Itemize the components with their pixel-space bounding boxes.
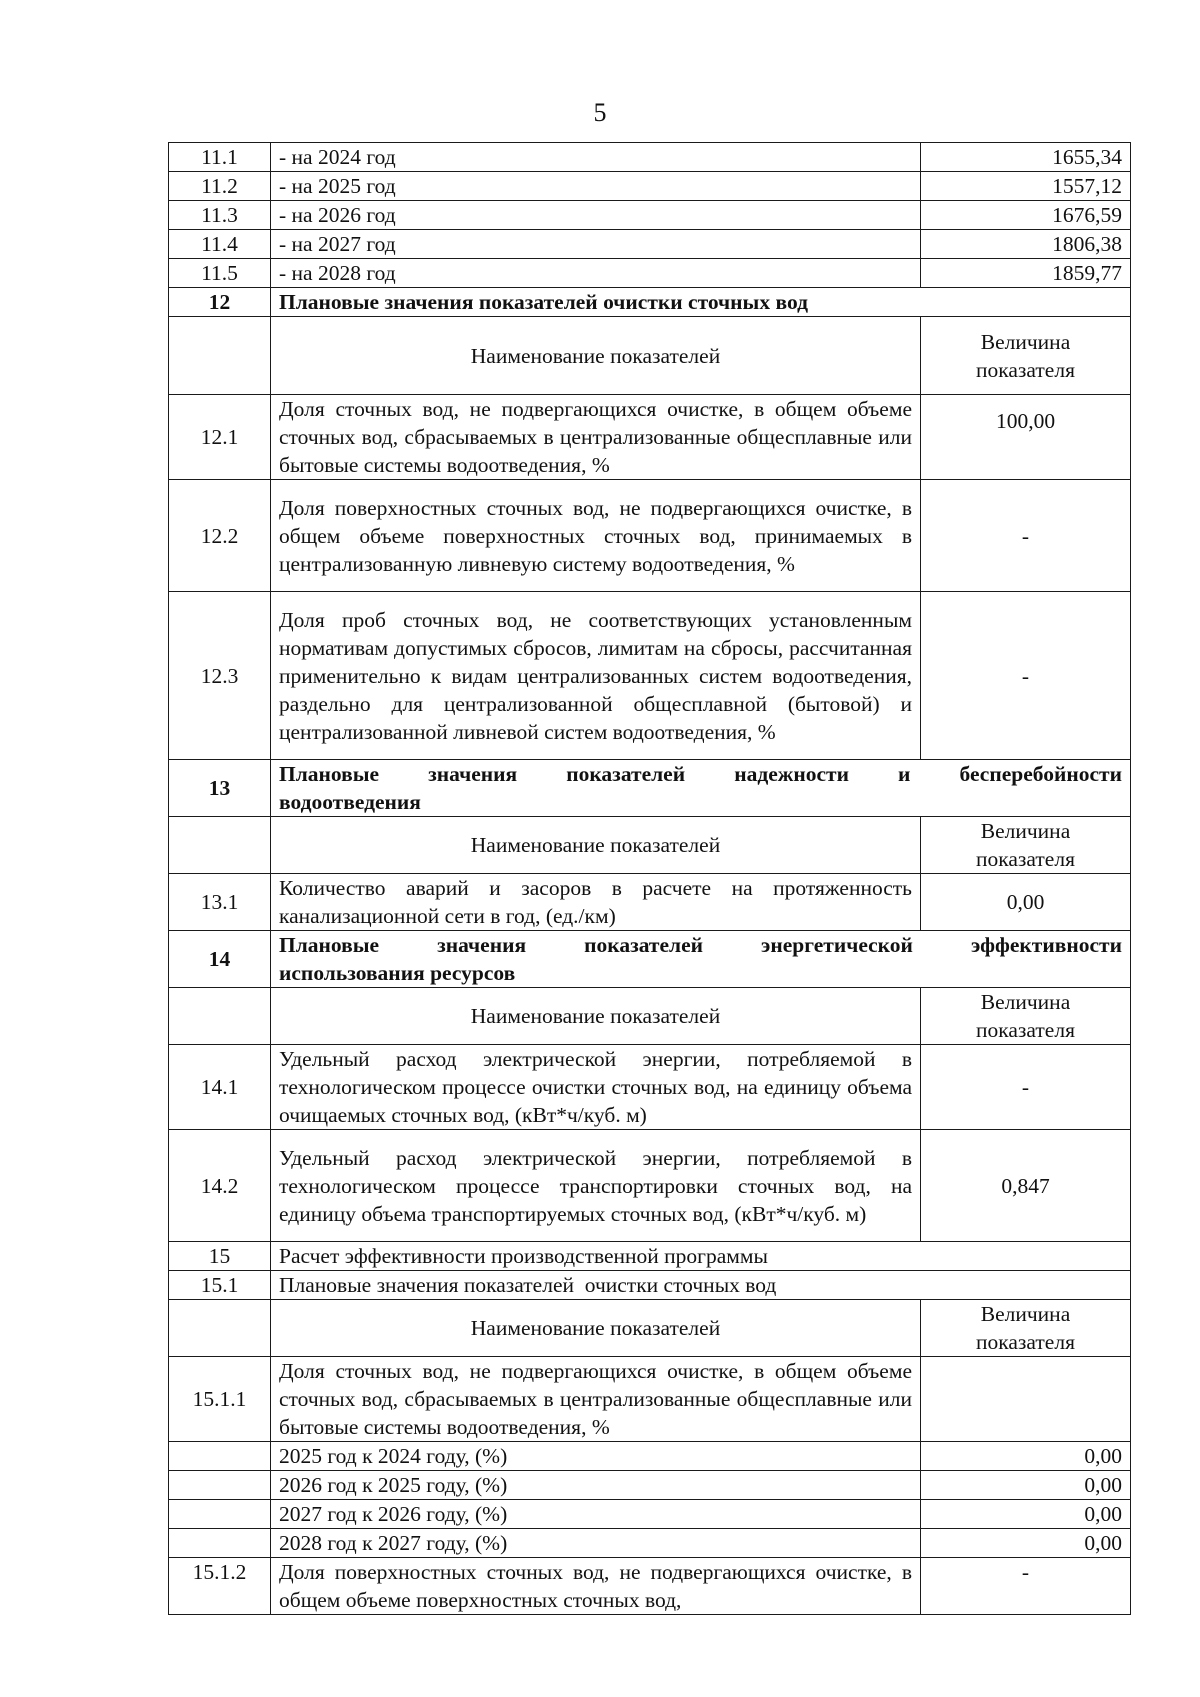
- section-title-line2: водоотведения: [279, 790, 421, 814]
- row-text: Доля сточных вод, не подвергающихся очистке, в общем объеме сточных вод, сбрасываемых в централизованные общесплавные или бытовые системы водоотведения, %: [271, 395, 921, 480]
- row-number: 11.4: [169, 230, 271, 259]
- row-text: Доля проб сточных вод, не соответствующих установленным нормативам допустимых сбросов, лимитам на сбросы, рассчитанная применительно к видам централизованных систем водоотведения, раздельно для централизованной общесплавной (бытовой) и централизованной ливневой систем водоотведения, %: [271, 592, 921, 760]
- empty-cell: [169, 1471, 271, 1500]
- column-header-value-line1: Величина: [980, 1302, 1071, 1326]
- row-value: 0,00: [921, 1442, 1131, 1471]
- row-text: Доля сточных вод, не подвергающихся очистке, в общем объеме сточных вод, сбрасываемых в централизованные общесплавные или бытовые системы водоотведения, %: [271, 1357, 921, 1442]
- table-row: [169, 480, 1131, 592]
- column-header-name: Наименование показателей: [271, 817, 921, 874]
- section-number: 12: [169, 288, 271, 317]
- section-title: Расчет эффективности производственной программы: [271, 1242, 1131, 1271]
- section-title: Плановые значения показателей очистки сточных вод: [271, 288, 1131, 317]
- table-row: [169, 874, 1131, 931]
- table-row: [169, 172, 1131, 201]
- row-value: 1806,38: [921, 230, 1131, 259]
- column-header-value-line2: показателя: [976, 847, 1075, 871]
- row-value: -: [921, 1558, 1131, 1615]
- row-text: Доля поверхностных сточных вод, не подвергающихся очистке, в общем объеме поверхностных сточных вод, принимаемых в централизованную ливневую систему водоотведения, %: [271, 480, 921, 592]
- section-number: 14: [169, 931, 271, 988]
- row-value: -: [921, 480, 1131, 592]
- column-header-value: [921, 317, 1131, 395]
- row-number: 14.1: [169, 1045, 271, 1130]
- column-header-value-line2: показателя: [976, 357, 1075, 382]
- empty-cell: [169, 1442, 271, 1471]
- row-number: 12.2: [169, 480, 271, 592]
- row-text: Количество аварий и засоров в расчете на протяженность канализационной сети в год, (ед./км): [271, 874, 921, 931]
- section-number: 15: [169, 1242, 271, 1271]
- column-header-name: Наименование показателей: [271, 1300, 921, 1357]
- empty-cell: [169, 1500, 271, 1529]
- table-row: [169, 143, 1131, 172]
- row-label: - на 2026 год: [271, 201, 921, 230]
- subsection-number: 15.1: [169, 1271, 271, 1300]
- table-row: [169, 1471, 1131, 1500]
- table-row: [169, 1558, 1131, 1615]
- row-value: 1859,77: [921, 259, 1131, 288]
- row-value: 100,00: [921, 395, 1131, 480]
- row-value: 1676,59: [921, 201, 1131, 230]
- row-value: 0,847: [921, 1130, 1131, 1242]
- subsection-header-row: [169, 1271, 1131, 1300]
- row-value: [921, 1357, 1131, 1442]
- section-header-row: [169, 1242, 1131, 1271]
- column-header-row: [169, 317, 1131, 395]
- row-number: 11.1: [169, 143, 271, 172]
- row-value: 0,00: [921, 874, 1131, 931]
- row-label: 2026 год к 2025 году, (%): [271, 1471, 921, 1500]
- row-number: 11.3: [169, 201, 271, 230]
- section-title: [271, 931, 1131, 988]
- column-header-value-line1: Величина: [980, 819, 1071, 843]
- table-row: [169, 259, 1131, 288]
- row-label: - на 2027 год: [271, 230, 921, 259]
- section-header-row: [169, 288, 1131, 317]
- row-text: Удельный расход электрической энергии, потребляемой в технологическом процессе очистки сточных вод, на единицу объема очищаемых сточных вод, (кВт*ч/куб. м): [271, 1045, 921, 1130]
- row-number: 12.1: [169, 395, 271, 480]
- table-row: [169, 201, 1131, 230]
- column-header-value: [921, 817, 1131, 874]
- row-number: 12.3: [169, 592, 271, 760]
- row-number: 11.5: [169, 259, 271, 288]
- section-title-line1: Плановые значения показателей энергетической эффективности: [279, 933, 1122, 957]
- row-text: Доля поверхностных сточных вод, не подвергающихся очистке, в общем объеме поверхностных сточных вод,: [271, 1558, 921, 1615]
- table-row: [169, 1500, 1131, 1529]
- table-row: [169, 1529, 1131, 1558]
- row-number: 11.2: [169, 172, 271, 201]
- column-header-value-line2: показателя: [976, 1330, 1075, 1354]
- table-row: [169, 230, 1131, 259]
- empty-cell: [169, 817, 271, 874]
- section-title: [271, 760, 1131, 817]
- row-value: 1557,12: [921, 172, 1131, 201]
- table-row: [169, 1357, 1131, 1442]
- row-label: 2028 год к 2027 году, (%): [271, 1529, 921, 1558]
- row-number: 13.1: [169, 874, 271, 931]
- row-label: 2027 год к 2026 году, (%): [271, 1500, 921, 1529]
- column-header-row: [169, 1300, 1131, 1357]
- column-header-name: Наименование показателей: [271, 988, 921, 1045]
- row-number: 15.1.1: [169, 1357, 271, 1442]
- row-label: - на 2025 год: [271, 172, 921, 201]
- row-value: 0,00: [921, 1471, 1131, 1500]
- section-header-row: [169, 760, 1131, 817]
- section-number: 13: [169, 760, 271, 817]
- row-label: - на 2024 год: [271, 143, 921, 172]
- column-header-value: [921, 1300, 1131, 1357]
- section-header-row: [169, 931, 1131, 988]
- page-number: 5: [593, 98, 607, 127]
- row-label: - на 2028 год: [271, 259, 921, 288]
- row-value: -: [921, 1045, 1131, 1130]
- column-header-value: [921, 988, 1131, 1045]
- row-text: Удельный расход электрической энергии, потребляемой в технологическом процессе транспортировки сточных вод, на единицу объема транспортируемых сточных вод, (кВт*ч/куб. м): [271, 1130, 921, 1242]
- table-row: [169, 1045, 1131, 1130]
- row-value: -: [921, 592, 1131, 760]
- section-title-line1: Плановые значения показателей надежности и бесперебойности: [279, 762, 1122, 786]
- table-row: [169, 592, 1131, 760]
- empty-cell: [169, 988, 271, 1045]
- empty-cell: [169, 317, 271, 395]
- row-value: 1655,34: [921, 143, 1131, 172]
- indicators-table: [168, 142, 1131, 1615]
- row-number: 15.1.2: [169, 1558, 271, 1615]
- table-row: [169, 395, 1131, 480]
- table-row: [169, 1130, 1131, 1242]
- section-title-line2: использования ресурсов: [279, 961, 516, 985]
- column-header-value-line1: Величина: [980, 990, 1071, 1014]
- column-header-value-line1: Величина: [980, 329, 1071, 354]
- subsection-title: Плановые значения показателей очистки сточных вод: [271, 1271, 1131, 1300]
- row-value: 0,00: [921, 1529, 1131, 1558]
- empty-cell: [169, 1300, 271, 1357]
- row-value: 0,00: [921, 1500, 1131, 1529]
- empty-cell: [169, 1529, 271, 1558]
- column-header-row: [169, 988, 1131, 1045]
- column-header-name: Наименование показателей: [271, 317, 921, 395]
- column-header-row: [169, 817, 1131, 874]
- table-row: [169, 1442, 1131, 1471]
- column-header-value-line2: показателя: [976, 1018, 1075, 1042]
- row-label: 2025 год к 2024 году, (%): [271, 1442, 921, 1471]
- row-number: 14.2: [169, 1130, 271, 1242]
